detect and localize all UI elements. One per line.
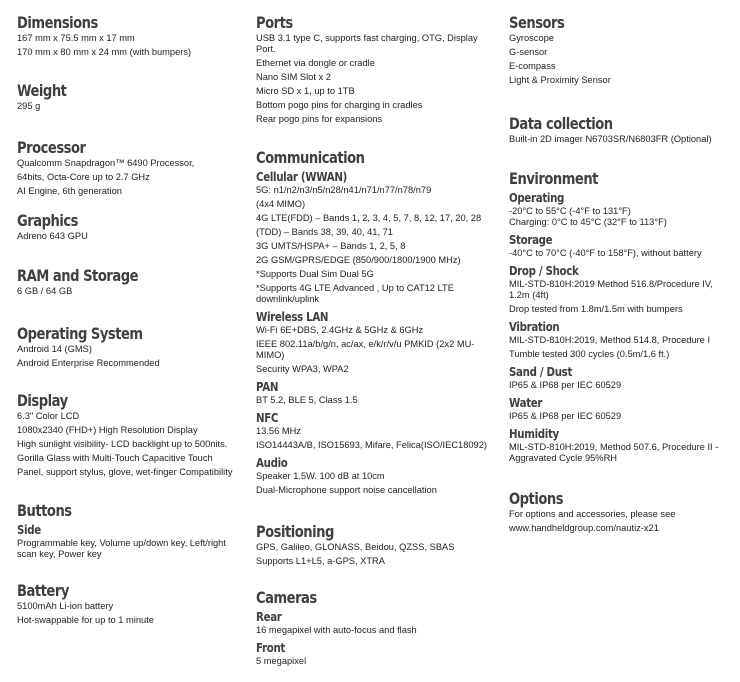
spec-line: Tumble tested 300 cycles (0.5m/1.6 ft.) [509,349,670,359]
subsection-heading: PAN [256,379,279,394]
section-data-collection [509,113,734,148]
section-cameras [256,587,494,670]
spec-line: 1080x2340 (FHD+) High Resolution Display [17,425,198,435]
subsection-wireless-lan [256,308,494,375]
section-heading: Options [509,489,564,508]
subsection-drop-shock [509,262,734,315]
spec-line: Light & Proximity Sensor [509,75,611,85]
subsection-audio [256,454,494,496]
subsection-side [17,521,245,560]
spec-line: 5 megapixel [256,656,307,666]
section-heading: Graphics [17,211,78,230]
spec-line: Programmable key, Volume up/down key, Left/right scan key, Power key [17,538,226,559]
subsection-pan [256,378,494,406]
subsection-nfc [256,409,494,451]
subsection-heading: Water [509,395,543,410]
subsection-heading: Storage [509,232,553,247]
spec-line: www.handheldgroup.com/nautiz-x21 [509,523,659,533]
subsection-front [256,639,494,667]
subsection-heading: Rear [256,609,282,624]
section-communication [256,147,494,499]
spec-line: ISO14443A/B, ISO15693, Mifare, Felica(ISO/IEC18092) [256,440,487,450]
subsection-rear [256,608,494,636]
section-heading: Ports [256,13,293,32]
spec-line: E-compass [509,61,556,71]
subsection-heading: Audio [256,455,288,470]
section-heading: Operating System [17,324,143,343]
spec-line: 5G: n1/n2/n3/n5/n28/n41/n71/n77/n78/n79 [256,185,432,195]
spec-line: Dual-Microphone support noise cancellation [256,485,437,495]
section-heading: Data collection [509,114,613,133]
spec-line: 170 mm x 80 mm x 24 mm (with bumpers) [17,47,192,57]
spec-line: IP65 & IP68 per IEC 60529 [509,411,622,421]
spec-line: Rear pogo pins for expansions [256,114,383,124]
subsection-cellular-wwan [256,168,494,305]
subsection-heading: Cellular (WWAN) [256,169,347,184]
spec-line: Wi-Fi 6E+DBS, 2.4GHz & 5GHz & 6GHz [256,325,424,335]
subsection-water [509,394,734,422]
spec-line: For options and accessories, please see [509,509,676,519]
spec-line: Supports L1+L5, a-GPS, XTRA [256,556,385,566]
subsection-heading: Operating [509,190,565,205]
spec-line: 6.3" Color LCD [17,411,80,421]
spec-line: (TDD) – Bands 38, 39, 40, 41, 71 [256,227,393,237]
section-ports [256,12,494,128]
spec-line: MIL-STD-810H:2019, Method 507.6, Procedure II - Aggravated Cycle 95%RH [509,442,719,463]
subsection-heading: Humidity [509,426,559,441]
spec-line: Panel, support stylus, glove, wet-finger Compatibility [17,467,233,477]
spec-line: Android Enterprise Recommended [17,358,160,368]
spec-line: IP65 & IP68 per IEC 60529 [509,380,622,390]
section-environment [509,168,734,467]
section-heading: Dimensions [17,13,98,32]
spec-line: Security WPA3, WPA2 [256,364,349,374]
spec-line: 3G UMTS/HSPA+ – Bands 1, 2, 5, 8 [256,241,406,251]
section-heading: Weight [17,81,67,100]
spec-line: G-sensor [509,47,548,57]
spec-line: GPS, Galileo, GLONASS, Beidou, QZSS, SBAS [256,542,455,552]
spec-line: MIL-STD-810H:2019, Method 514.8, Procedure I [509,335,711,345]
spec-line: -20°C to 55°C (-4°F to 131°F) Charging: 0°C to 45°C (32°F to 113°F) [509,206,667,227]
spec-line: -40°C to 70°C (-40°F to 158°F), without battery [509,248,702,258]
subsection-heading: Front [256,640,286,655]
spec-line: Nano SIM Slot x 2 [256,72,331,82]
spec-line: AI Engine, 6th generation [17,186,122,196]
section-ram-and-storage [17,265,245,300]
subsection-heading: NFC [256,410,279,425]
spec-line: Bottom pogo pins for charging in cradles [256,100,423,110]
section-sensors [509,12,734,89]
section-processor [17,137,245,200]
spec-line: Speaker 1.5W. 100 dB at 10cm [256,471,385,481]
section-weight [17,80,245,115]
spec-line: 6 GB / 64 GB [17,286,73,296]
spec-line: Gyroscope [509,33,554,43]
section-battery [17,580,245,629]
spec-line: 4G LTE(FDD) – Bands 1, 2, 3, 4, 5, 7, 8, 12, 17, 20, 28 [256,213,482,223]
spec-line: *Supports 4G LTE Advanced , Up to CAT12 LTE downlink/uplink [256,283,454,304]
subsection-heading: Sand / Dust [509,364,573,379]
subsection-humidity [509,425,734,464]
spec-line: 16 megapixel with auto-focus and flash [256,625,417,635]
section-heading: Processor [17,138,86,157]
section-heading: Battery [17,581,69,600]
section-heading: Environment [509,169,598,188]
spec-line: IEEE 802.11a/b/g/n, ac/ax, e/k/r/v/u PMKID (2x2 MU-MIMO) [256,339,475,360]
section-heading: Sensors [509,13,565,32]
spec-line: Android 14 (GMS) [17,344,92,354]
subsection-heading: Wireless LAN [256,309,329,324]
section-positioning [256,521,494,570]
spec-line: Micro SD x 1, up to 1TB [256,86,355,96]
spec-line: Built-in 2D imager N6703SR/N6803FR (Optional) [509,134,712,144]
spec-line: 167 mm x 75.5 mm x 17 mm [17,33,135,43]
subsection-vibration [509,318,734,360]
spec-line: Adreno 643 GPU [17,231,88,241]
section-heading: Communication [256,148,365,167]
spec-line: (4x4 MIMO) [256,199,306,209]
subsection-storage [509,231,734,259]
section-heading: Positioning [256,522,334,541]
section-heading: Buttons [17,501,72,520]
spec-line: Ethernet via dongle or cradle [256,58,375,68]
spec-line: Qualcomm Snapdragon™ 6490 Processor, [17,158,195,168]
section-display [17,390,245,481]
spec-line: BT 5.2, BLE 5, Class 1.5 [256,395,358,405]
spec-line: *Supports Dual Sim Dual 5G [256,269,374,279]
section-graphics [17,210,245,245]
spec-line: 13.56 MHz [256,426,301,436]
subsection-operating [509,189,734,228]
subsection-heading: Vibration [509,319,560,334]
spec-line: 64bits, Octa-Core up to 2.7 GHz [17,172,150,182]
spec-line: Drop tested from 1.8m/1.5m with bumpers [509,304,683,314]
spec-line: USB 3.1 type C, supports fast charging, OTG, Display Port. [256,33,478,54]
subsection-heading: Side [17,522,41,537]
section-options [509,488,734,537]
spec-line: MIL-STD-810H:2019 Method 516.8/Procedure IV, 1.2m (4ft) [509,279,713,300]
spec-line: 295 g [17,101,41,111]
spec-line: Gorilla Glass with Multi-Touch Capacitive Touch [17,453,213,463]
spec-line: Hot-swappable for up to 1 minute [17,615,154,625]
section-operating-system [17,323,245,372]
section-heading: Display [17,391,68,410]
subsection-sand-dust [509,363,734,391]
section-heading: RAM and Storage [17,266,139,285]
spec-line: 2G GSM/GPRS/EDGE (850/900/1800/1900 MHz) [256,255,461,265]
section-heading: Cameras [256,588,317,607]
section-buttons [17,500,245,563]
subsection-heading: Drop / Shock [509,263,579,278]
section-dimensions [17,12,245,61]
spec-line: High sunlight visibility- LCD backlight up to 500nits. [17,439,228,449]
spec-line: 5100mAh Li-ion battery [17,601,114,611]
